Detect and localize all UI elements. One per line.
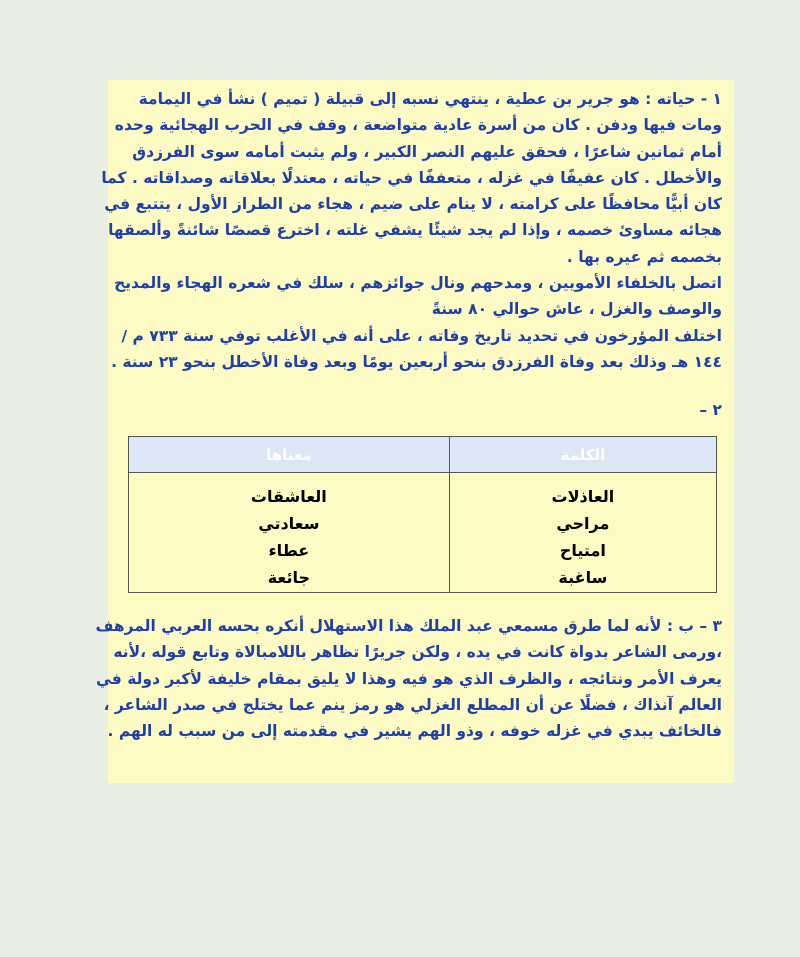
text-line: كان أبيًّا محافظًا على كرامته ، لا ينام على ضيم ، هجاء من الطراز الأول ، يتتبع في: [104, 195, 722, 214]
section-3-answer: [95, 613, 722, 744]
text-line: العالم آنذاك ، فضلًا عن أن المطلع الغزلي هو رمز ينم عما يختلج في صدر الشاعر ،: [103, 695, 722, 714]
column-header-word: الكلمة: [449, 437, 716, 473]
worksheet-page: [95, 80, 734, 783]
word: العاذلات: [551, 487, 615, 506]
meaning: سعادتي: [258, 514, 320, 533]
text-line: ٣ – ب : لأنه لما طرق مسمعي عبد الملك هذا الاستهلال أنكره بحسه العربي المرهف: [95, 617, 722, 635]
meaning: عطاء: [268, 541, 310, 560]
table-header-row: [129, 437, 717, 473]
text-line: والوصف والغزل ، عاش حوالي ٨٠ سنةً: [431, 300, 722, 319]
section-2-label: [122, 397, 722, 423]
text-line: ١ - حياته : هو جرير بن عطية ، ينتهي نسبه إلى قبيلة ( تميم ) نشأ في اليمامة: [138, 90, 722, 108]
text-line: يعرف الأمر ونتائجه ، والظرف الذي هو فيه وهذا لا يليق بمقام خليفة لأكبر دولة في: [95, 669, 722, 688]
vocabulary-table: [128, 436, 717, 593]
section-1-biography: [101, 86, 722, 375]
table-row: [129, 473, 717, 593]
section-number: ٢ –: [699, 401, 722, 419]
text-line: فالخائف يبدي في غزله خوفه ، وذو الهم يشير في مقدمته إلى من سبب له الهم .: [107, 722, 722, 741]
text-line: اتصل بالخلفاء الأمويين ، ومدحهم ونال جوائزهم ، سلك في شعره الهجاء والمديح: [114, 274, 722, 293]
text-line: ومات فيها ودفن . كان من أسرة عادية متواضعة ، وقف في الحرب الهجائية وحده: [114, 116, 722, 135]
column-header-meaning: معناها: [129, 437, 450, 473]
text-line: اختلف المؤرخون في تحديد تاريخ وفاته ، على أنه في الأغلب توفي سنة ٧٣٣ م /: [121, 326, 722, 345]
meaning: جائعة: [267, 568, 310, 587]
text-line: والأخطل . كان عفيفًا في غزله ، متعففًا في حياته ، معتدلًا بعلاقاته وصداقاته . كما: [101, 168, 722, 187]
meanings-cell: [129, 473, 450, 593]
text-line: ،ورمى الشاعر بدواة كانت في يده ، ولكن جريرًا تظاهر باللامبالاة وتابع قوله ،لأنه: [113, 643, 722, 662]
words-cell: [449, 473, 716, 593]
word: امتياح: [559, 541, 606, 560]
text-line: ١٤٤ هـ وذلك بعد وفاة الفرزدق بنحو أربعين يومًا وبعد وفاة الأخطل بنحو ٢٣ سنة .: [111, 352, 722, 371]
word: مراحي: [556, 514, 610, 533]
text-line: هجائه مساوئ خصمه ، وإذا لم يجد شيئًا يشفي غلته ، اخترع قصصًا شائنةً وألصقها: [108, 221, 722, 240]
meaning: العاشقات: [250, 487, 327, 506]
word: ساغبة: [558, 568, 608, 587]
text-line: أمام ثمانين شاعرًا ، فحقق عليهم النصر الكبير ، ولم يثبت أمامه سوى الفرزدق: [132, 142, 722, 161]
text-line: بخصمه ثم عيره بها .: [566, 247, 722, 266]
